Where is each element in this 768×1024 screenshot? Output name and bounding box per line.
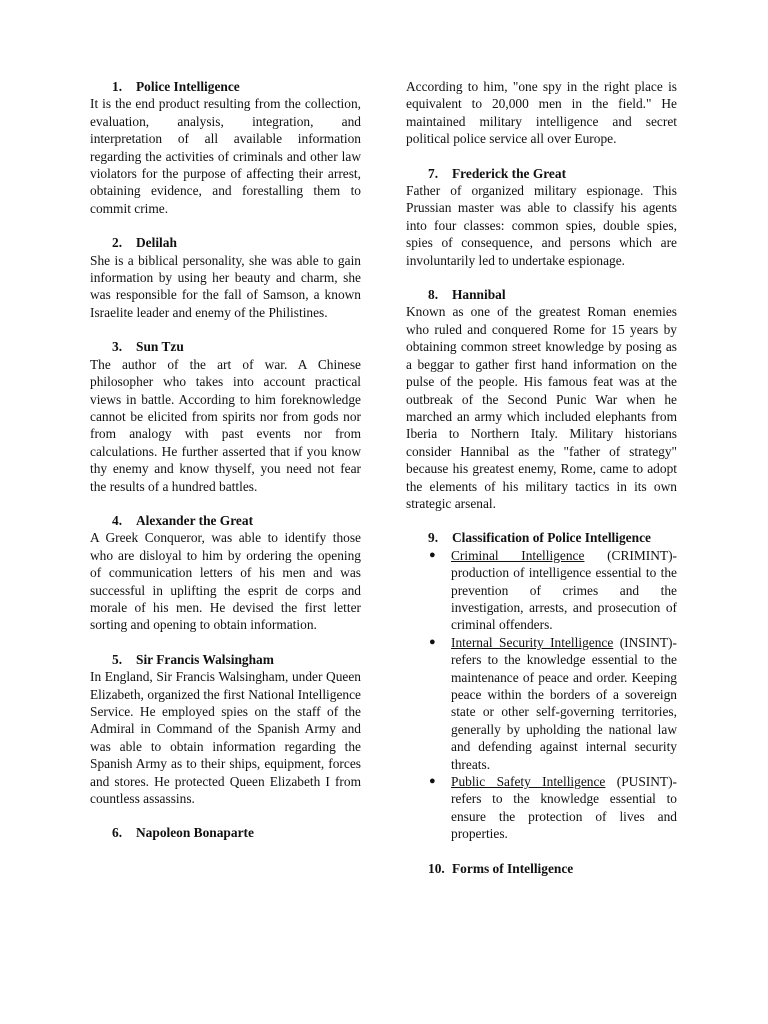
section-title: Sun Tzu — [136, 339, 184, 355]
section-title: Napoleon Bonaparte — [136, 825, 254, 841]
section-number: 9. — [428, 530, 439, 546]
classification-text: (INSINT)- refers to the knowledge essential to the maintenance of peace and order. Keeping peace within the borders of a sovereign state or other self-governing territories, generally by upholding the national law and defending against internal security threats. — [451, 634, 677, 772]
section-heading — [406, 165, 677, 182]
section-body: Known as one of the greatest Roman enemies who ruled and conquered Rome for 15 years by obtaining common street knowledge by posing as a beggar to gather first hand information on the pulse of the people. His famous feat was at the outbreak of the Second Punic War when he marched an army which included elephants from Iberia to Northern Italy. Military historians consider Hannibal as the "father of strategy" because his greatest enemy, Rome, came to adopt the elements of his military tactics in its own strategic arsenal. — [406, 304, 677, 511]
bullet-icon: ● — [429, 775, 436, 788]
section-number: 7. — [428, 165, 439, 181]
classification-term: Internal Security Intelligence — [451, 634, 614, 650]
bullet-icon: ● — [429, 548, 436, 561]
section-title: Delilah — [136, 235, 177, 251]
section-number: 1. — [112, 79, 123, 94]
section-number: 5. — [112, 651, 123, 667]
section-body: The author of the art of war. A Chinese philosopher who takes into account practical views in battle. According to him foreknowledge cannot be elicited from spirits nor from gods nor from analogy with past events nor from calculations. He further asserted that if you know thy enemy and know thyself, you need not fear the results of a hundred battles. — [90, 356, 361, 494]
section-title: Forms of Intelligence — [452, 860, 574, 876]
section-heading — [90, 824, 361, 841]
section-title: Police Intelligence — [136, 79, 240, 94]
section-body: In England, Sir Francis Walsingham, under Queen Elizabeth, organized the first National Intelligence Service. He employed spies on the staff of the Admiral in Command of the Spanish Army and was able to obtain information regarding the Spanish Army as to their ships, equipment, forces and stores. He protected Queen Elizabeth I from countless assassins. — [90, 669, 361, 807]
section-frederick — [406, 165, 677, 269]
section-hannibal — [406, 286, 677, 512]
section-title: Classification of Police Intelligence — [452, 530, 651, 546]
section-sun-tzu — [90, 338, 361, 495]
classification-text: (CRIMINT)- production of intelligence essential to the prevention of crimes and the investigation, arrests, and prosecution of criminal offenders. — [451, 547, 678, 633]
classification-list — [406, 547, 677, 843]
classification-term: Criminal Intelligence — [451, 547, 585, 563]
bullet-icon: ● — [429, 635, 436, 648]
section-number: 2. — [112, 235, 123, 251]
section-body: Father of organized military espionage. This Prussian master was able to classify his agents into four classes: common spies, double spies, spies of consequence, and persons which are involuntarily led to undertake espionage. — [406, 183, 677, 268]
section-number: 8. — [428, 287, 439, 303]
section-heading — [90, 512, 361, 529]
section-body: She is a biblical personality, she was able to gain information by using her beauty and charm, she was responsible for the fall of Samson, a known Israelite leader and enemy of the Philistines. — [90, 252, 361, 320]
section-heading — [90, 78, 361, 95]
section-delilah — [90, 234, 361, 321]
section-title: Alexander the Great — [136, 512, 254, 528]
classification-term: Public Safety Intelligence — [451, 774, 606, 790]
left-column — [90, 78, 361, 842]
list-item — [406, 547, 677, 634]
section-heading — [406, 286, 677, 303]
section-alexander — [90, 512, 361, 634]
section-title: Hannibal — [452, 287, 506, 303]
section-heading — [90, 338, 361, 355]
section-heading — [90, 651, 361, 668]
section-number: 10. — [428, 860, 445, 876]
right-column — [406, 78, 677, 877]
list-item — [406, 773, 677, 843]
napoleon-continuation: According to him, "one spy in the right place is equivalent to 20,000 men in the field." He maintained military intelligence and secret political police service all over Europe. — [406, 79, 677, 147]
section-title: Frederick the Great — [452, 165, 567, 181]
section-walsingham — [90, 651, 361, 808]
section-number: 6. — [112, 825, 123, 841]
section-body: It is the end product resulting from the collection, evaluation, analysis, integration, and interpretation of all available information regarding the activities of criminals and other law violators for the purpose of affecting their arrest, obtaining evidence, and forestalling them to commit crime. — [90, 96, 361, 216]
section-number: 4. — [112, 512, 123, 528]
section-heading — [406, 860, 677, 877]
section-forms — [406, 860, 677, 877]
section-heading — [406, 529, 677, 546]
section-number: 3. — [112, 339, 123, 355]
list-item — [406, 634, 677, 773]
section-classification — [406, 529, 677, 842]
section-title: Sir Francis Walsingham — [136, 651, 274, 667]
section-body: A Greek Conqueror, was able to identify those who are disloyal to him by ordering the opening of communication letters of his men and was successful in uplifting the esprit de corps and morale of his men. He devised the first letter sorting and opening to obtain information. — [90, 530, 361, 633]
classification-text: (PUSINT)- refers to the knowledge essential to ensure the protection of lives and properties. — [451, 774, 677, 842]
section-heading — [90, 234, 361, 251]
section-police-intelligence — [90, 78, 361, 217]
section-napoleon — [90, 824, 361, 841]
